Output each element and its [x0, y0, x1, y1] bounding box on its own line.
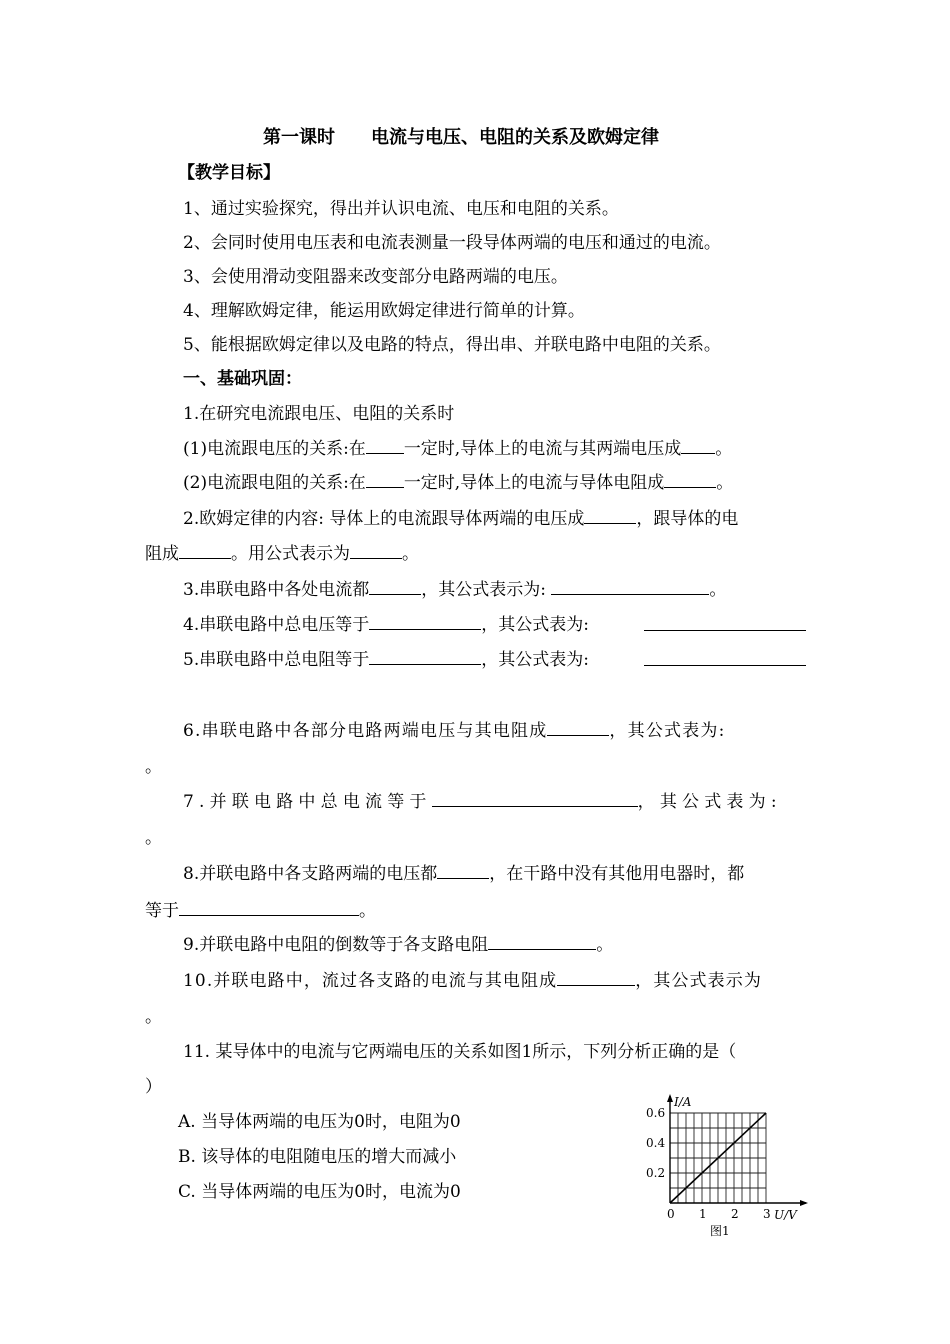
answer-blank[interactable] [664, 471, 716, 488]
answer-blank[interactable] [681, 437, 715, 454]
answer-blank[interactable] [557, 969, 635, 986]
text: 。 [716, 473, 734, 493]
objectives-heading: 【教学目标】 [178, 163, 280, 183]
question-3 [183, 578, 726, 601]
question-7 [183, 790, 782, 813]
answer-blank[interactable] [437, 862, 489, 879]
text: 。 [359, 901, 376, 921]
objective-item: 1、通过实验探究，得出并认识电流、电压和电阻的关系。 [183, 199, 619, 219]
question-9 [183, 933, 613, 956]
text: 。 [402, 544, 419, 564]
x-tick-label: 3 [763, 1207, 771, 1221]
figure-caption: 图1 [710, 1224, 730, 1238]
objective-item: 5、能根据欧姆定律以及电路的特点，得出串、并联电路中电阻的关系。 [183, 335, 721, 355]
answer-blank[interactable] [488, 933, 596, 950]
x-tick-label: 1 [699, 1207, 707, 1221]
text: (2)电流跟电阻的关系:在 [183, 473, 366, 493]
text: ，其公式表为: [481, 650, 589, 670]
option-a[interactable]: A. 当导体两端的电压为0时，电阻为0 [178, 1112, 461, 1132]
text: (1)电流跟电压的关系:在 [183, 439, 366, 459]
text: 6.串联电路中各部分电路两端电压与其电阻成 [183, 721, 548, 741]
page-title: 第一课时 电流与电压、电阻的关系及欧姆定律 [263, 127, 659, 148]
y-axis-arrow [667, 1094, 673, 1102]
chart-axes [667, 1094, 808, 1206]
question-2-line2 [145, 542, 419, 565]
text: 阻成 [145, 544, 179, 564]
text: 8.并联电路中各支路两端的电压都 [183, 864, 438, 884]
text: 9.并联电路中电阻的倒数等于各支路电阻 [183, 935, 489, 955]
text: 。 [715, 439, 733, 459]
answer-blank[interactable] [547, 719, 609, 736]
text: 5.串联电路中总电阻等于 [183, 650, 370, 670]
text: ，在干路中没有其他用电器时，都 [489, 864, 745, 884]
answer-blank[interactable] [366, 471, 404, 488]
question-11-stem: 11. 某导体中的电流与它两端电压的关系如图1所示，下列分析正确的是（ [183, 1042, 737, 1062]
question-2-line1 [183, 507, 738, 530]
text: 一定时,导体上的电流与其两端电压成 [403, 439, 682, 459]
answer-blank[interactable] [179, 899, 359, 916]
question-10-end: 。 [145, 1007, 162, 1027]
option-c[interactable]: C. 当导体两端的电压为0时，电流为0 [178, 1182, 461, 1202]
question-6 [183, 719, 726, 742]
answer-blank[interactable] [350, 542, 402, 559]
text: 一定时,导体上的电流与导体电阻成 [403, 473, 665, 493]
text: 。 [596, 935, 614, 955]
text: 7.并联电路中总电流等于 [183, 792, 432, 812]
question-7-end: 。 [145, 828, 162, 848]
y-tick-label: 0.4 [646, 1136, 666, 1150]
x-tick-label: 2 [731, 1207, 739, 1221]
answer-blank[interactable] [369, 578, 421, 595]
answer-blank[interactable] [366, 437, 404, 454]
text: 10.并联电路中，流过各支路的电流与其电阻成 [183, 971, 558, 991]
question-8-line1 [183, 862, 744, 885]
answer-blank[interactable] [369, 613, 481, 630]
text: ，其公式表示为 [635, 971, 762, 991]
chart-ticks [646, 1106, 771, 1221]
answer-blank[interactable] [551, 578, 709, 595]
text: 4.串联电路中总电压等于 [183, 615, 370, 635]
text: ，其公式表为: [637, 792, 782, 812]
answer-blank[interactable] [179, 542, 231, 559]
objective-item: 4、理解欧姆定律，能运用欧姆定律进行简单的计算。 [183, 301, 585, 321]
question-11-stem-end: ） [145, 1077, 162, 1097]
question-4 [183, 613, 589, 636]
y-axis-label: I/A [674, 1095, 692, 1109]
text: 3.串联电路中各处电流都 [183, 580, 370, 600]
question-1a [183, 437, 732, 460]
objective-item: 2、会同时使用电压表和电流表测量一段导体两端的电压和通过的电流。 [183, 233, 721, 253]
question-8-line2 [145, 899, 376, 922]
answer-blank[interactable] [644, 665, 806, 666]
x-tick-label: 0 [667, 1207, 675, 1221]
objective-item: 3、会使用滑动变阻器来改变部分电路两端的电压。 [183, 267, 568, 287]
text: ，跟导体的电 [636, 509, 739, 529]
x-axis-arrow [800, 1200, 808, 1206]
question-1-stem: 1.在研究电流跟电压、电阻的关系时 [183, 404, 455, 424]
text: ，其公式表为: [609, 721, 726, 741]
answer-blank[interactable] [369, 648, 481, 665]
answer-blank[interactable] [584, 507, 636, 524]
text: 2.欧姆定律的内容: 导体上的电流跟导体两端的电压成 [183, 509, 585, 529]
answer-blank[interactable] [432, 790, 638, 807]
figure-1-chart [640, 1092, 820, 1242]
question-6-end: 。 [145, 757, 162, 777]
question-10 [183, 969, 762, 992]
question-5 [183, 648, 589, 671]
x-axis-label: U/V [774, 1208, 797, 1222]
text: ，其公式表为: [481, 615, 589, 635]
y-tick-label: 0.6 [646, 1106, 666, 1120]
text: 等于 [145, 901, 179, 921]
y-tick-label: 0.2 [646, 1166, 666, 1180]
text: ，其公式表示为: [421, 580, 552, 600]
section-heading: 一、基础巩固： [183, 369, 302, 389]
question-1b [183, 471, 733, 494]
text: 。 [709, 580, 727, 600]
option-b[interactable]: B. 该导体的电阻随电压的增大而减小 [178, 1147, 457, 1167]
text: 。用公式表示为 [231, 544, 350, 564]
answer-blank[interactable] [644, 630, 806, 631]
